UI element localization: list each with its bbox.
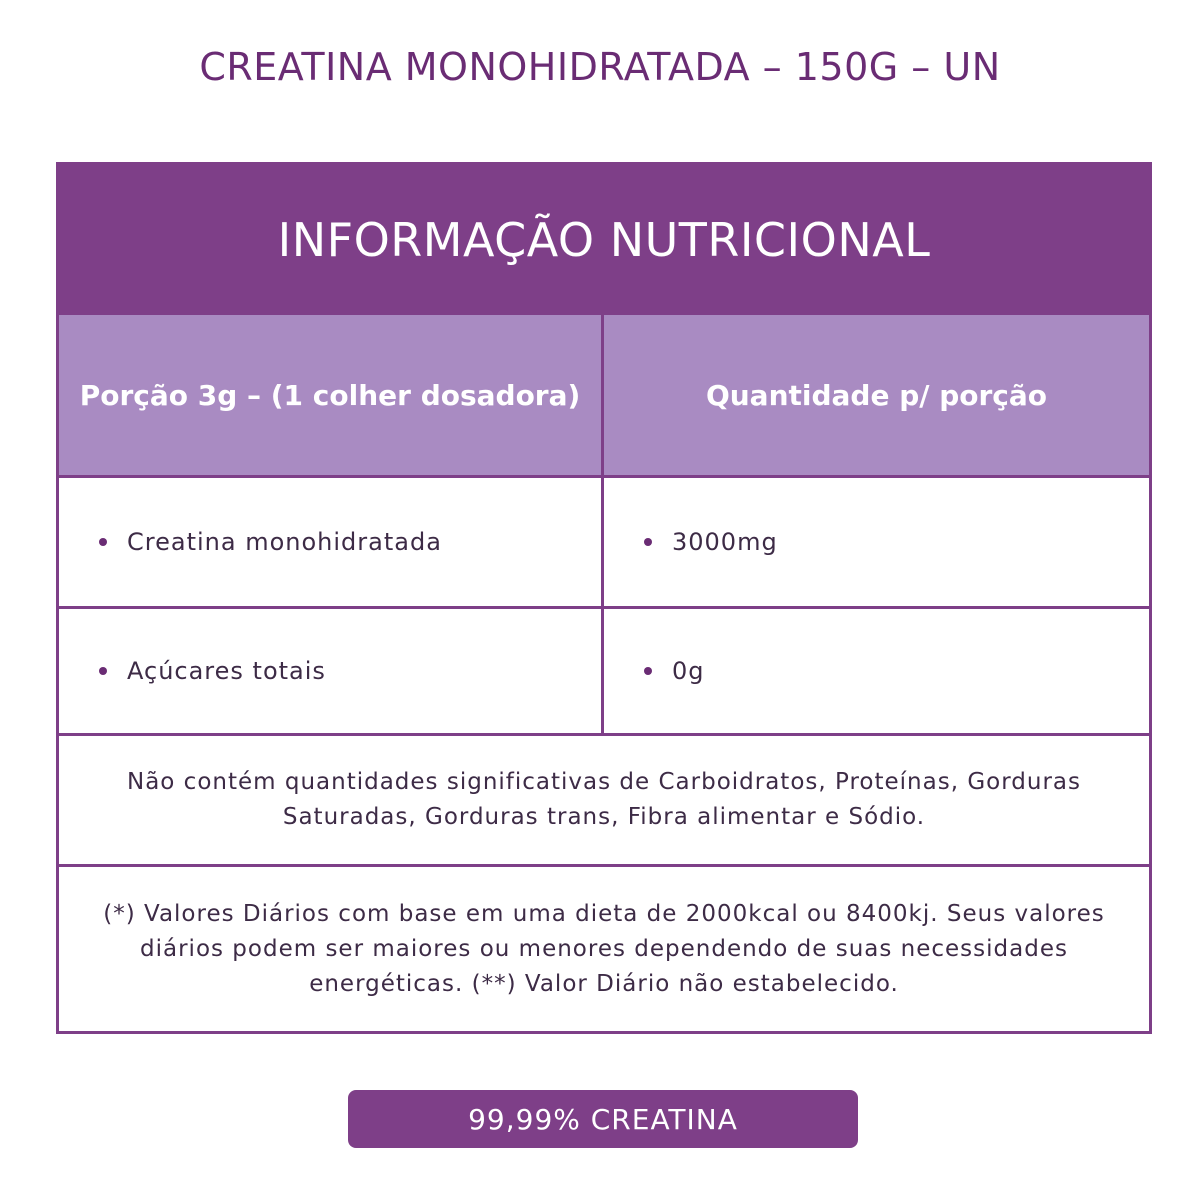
- nutrient-amount: 0g: [672, 657, 705, 685]
- bullet-icon: [99, 538, 107, 546]
- table-row-item: [59, 609, 604, 733]
- table-header: [59, 165, 1149, 315]
- table-row-amount: [604, 478, 1149, 606]
- nutrient-amount: 3000mg: [672, 528, 778, 556]
- nutrition-table: [56, 162, 1152, 1034]
- table-row-amount: [604, 609, 1149, 733]
- nutrient-name: Açúcares totais: [127, 657, 326, 685]
- product-title: CREATINA MONOHIDRATADA – 150G – UN: [199, 45, 1001, 89]
- daily-values-footnote: (*) Valores Diários com base em uma dieta de 2000kcal ou 8400kj. Seus valores diários podem ser maiores ou menores dependendo de suas necessidades energéticas. (**) Valor Diário não estabelecido.: [103, 900, 1105, 997]
- column-header-portion: Porção 3g – (1 colher dosadora): [59, 315, 604, 475]
- bullet-icon: [644, 667, 652, 675]
- nutrient-name: Creatina monohidratada: [127, 528, 442, 556]
- column-header-quantity: Quantidade p/ porção: [604, 315, 1149, 475]
- table-title: INFORMAÇÃO NUTRICIONAL: [277, 213, 931, 267]
- bullet-icon: [99, 667, 107, 675]
- bullet-icon: [644, 538, 652, 546]
- table-row-item: [59, 478, 604, 606]
- creatine-purity-badge: 99,99% CREATINA: [348, 1090, 858, 1148]
- nutrition-note: Não contém quantidades significativas de Carboidratos, Proteínas, Gorduras Saturadas, Gorduras trans, Fibra alimentar e Sódio.: [127, 769, 1081, 830]
